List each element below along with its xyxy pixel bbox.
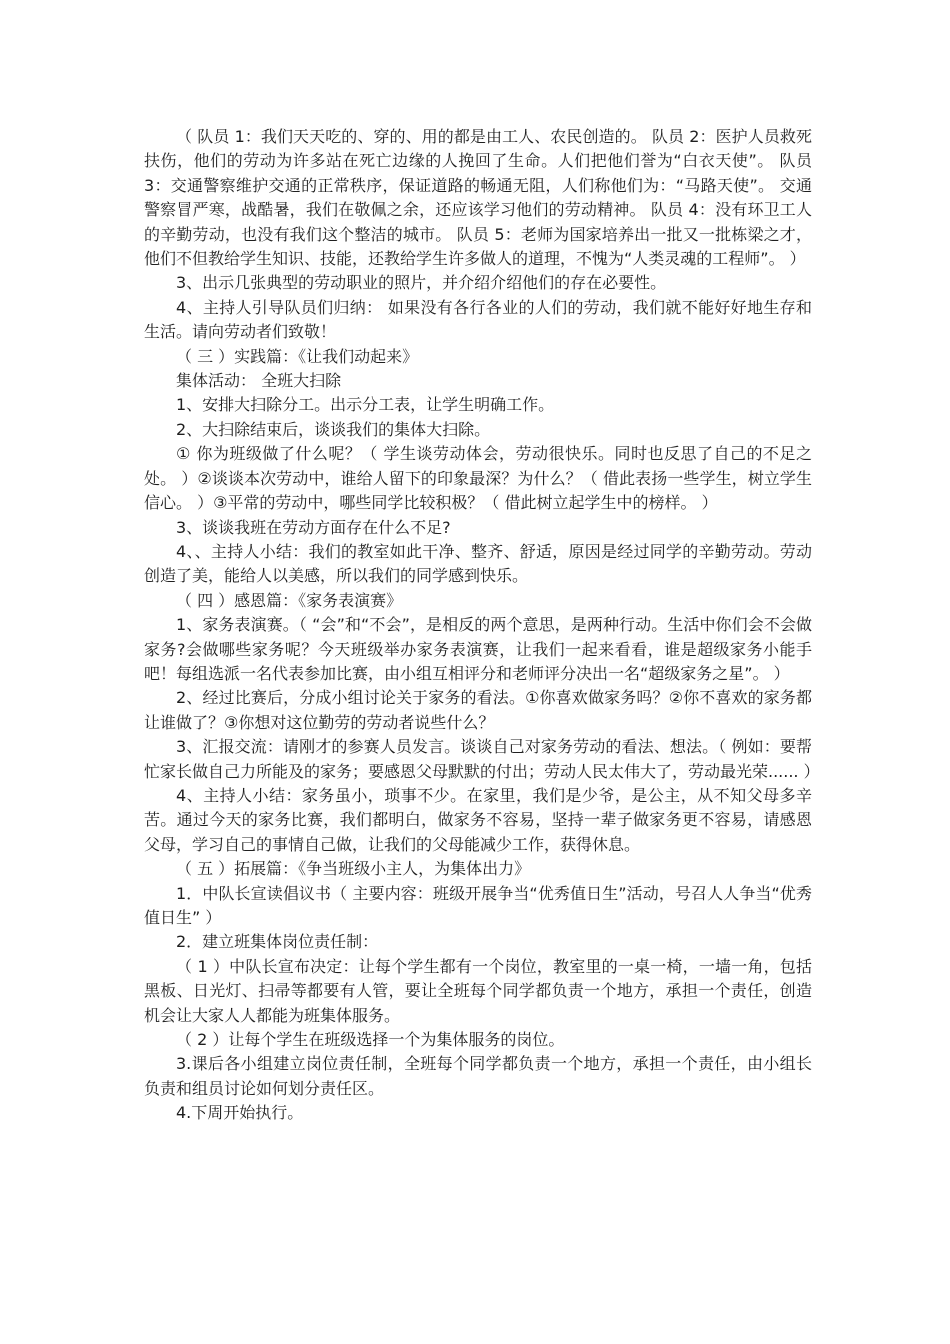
paragraph: 3.课后各小组建立岗位责任制，全班每个同学都负责一个地方，承担一个责任，由小组长负责和组员讨论如何划分责任区。 — [144, 1054, 812, 1098]
paragraph: （ 三 ）实践篇：《让我们动起来》 — [176, 346, 419, 366]
document-body — [144, 125, 820, 1126]
paragraph: 1、家务表演赛。（ “会”和“不会”，是相反的两个意思，是两种行动。生活中你们会不会做家务?会做哪些家务呢？今天班级举办家务表演赛，让我们一起来看看，谁是超级家务小能手吧！每组选派一名代表参加比赛，由小组互相评分和老师评分决出一名“超级家务之星”。 ） — [144, 615, 812, 683]
paragraph: 3、汇报交流：请刚才的参赛人员发言。谈谈自己对家务劳动的看法、想法。（ 例如：要帮忙家长做自己力所能及的家务；要感恩父母默默的付出；劳动人民太伟大了，劳动最光荣...... ） — [144, 737, 820, 781]
paragraph: 4、、主持人小结：我们的教室如此干净、整齐、舒适，原因是经过同学的辛勤劳动。劳动创造了美，能给人以美感，所以我们的同学感到快乐。 — [144, 541, 812, 586]
paragraph: ① 你为班级做了什么呢？（ 学生谈劳动体会，劳动很快乐。同时也反思了自己的不足之处。 ）②谈谈本次劳动中，谁给人留下的印象最深？为什么？（ 借此表扬一些学生，树立学生信心。 ）③平常的劳动中，哪些同学比较积极？（ 借此树立起学生中的榜样。 ） — [144, 444, 812, 513]
paragraph: 4、主持人小结：家务虽小，琐事不少。在家里，我们是少爷，是公主，从不知父母多辛苦。通过今天的家务比赛，我们都明白，做家务不容易，坚持一辈子做家务更不容易，请感恩父母，学习自己的事情自己做，让我们的父母能减少工作，获得休息。 — [144, 785, 812, 854]
paragraph: 4.下周开始执行。 — [176, 1103, 304, 1123]
paragraph: （ 队员 1：我们天天吃的、穿的、用的都是由工人、农民创造的。 队员 2：医护人员救死扶伤，他们的劳动为许多站在死亡边缘的人挽回了生命。人们把他们誉为“白衣天使”。 队员 3：交通警察维护交通的正常秩序，保证道路的畅通无阻，人们称他们为：“马路天使”。 交通警察冒严寒，战酷暑，我们在敬佩之余，还应该学习他们的劳动精神。 队员 4：没有环卫工人的辛勤劳动，也没有我们这个整洁的城市。 队员 5：老师为国家培养出一批又一批栋梁之才，他们不但教给学生知识、技能，还教给学生许多做人的道理，不愧为“人类灵魂的工程师”。 ） — [144, 127, 812, 269]
paragraph: 4、主持人引导队员们归纳： 如果没有各行各业的人们的劳动，我们就不能好好地生存和生活。请向劳动者们致敬！ — [144, 297, 812, 342]
paragraph: （ 1 ）中队长宣布决定：让每个学生都有一个岗位，教室里的一桌一椅，一墙一角，包括黑板、日光灯、扫帚等都要有人管，要让全班每个同学都负责一个地方，承担一个责任，创造机会让大家人人都能为班集体服务。 — [144, 956, 812, 1025]
paragraph: （ 四 ）感恩篇：《家务表演赛》 — [176, 590, 403, 610]
paragraph: （ 五 ）拓展篇：《争当班级小主人，为集体出力》 — [176, 859, 531, 879]
paragraph: 3、谈谈我班在劳动方面存在什么不足? — [176, 517, 451, 537]
paragraph: 2．建立班集体岗位责任制： — [176, 932, 379, 952]
paragraph: （ 2 ）让每个学生在班级选择一个为集体服务的岗位。 — [176, 1030, 565, 1050]
paragraph: 集体活动： 全班大扫除 — [176, 371, 342, 391]
paragraph: 2、经过比赛后，分成小组讨论关于家务的看法。①你喜欢做家务吗？②你不喜欢的家务都让谁做了？③你想对这位勤劳的劳动者说些什么？ — [144, 688, 812, 732]
paragraph: 3、出示几张典型的劳动职业的照片，并介绍介绍他们的存在必要性。 — [176, 273, 667, 293]
paragraph: 1、安排大扫除分工。出示分工表，让学生明确工作。 — [176, 395, 555, 415]
paragraph: 1．中队长宣读倡议书（ 主要内容：班级开展争当“优秀值日生”活动，号召人人争当“优秀值日生” ） — [144, 883, 812, 927]
paragraph: 2、大扫除结束后，谈谈我们的集体大扫除。 — [176, 419, 491, 439]
